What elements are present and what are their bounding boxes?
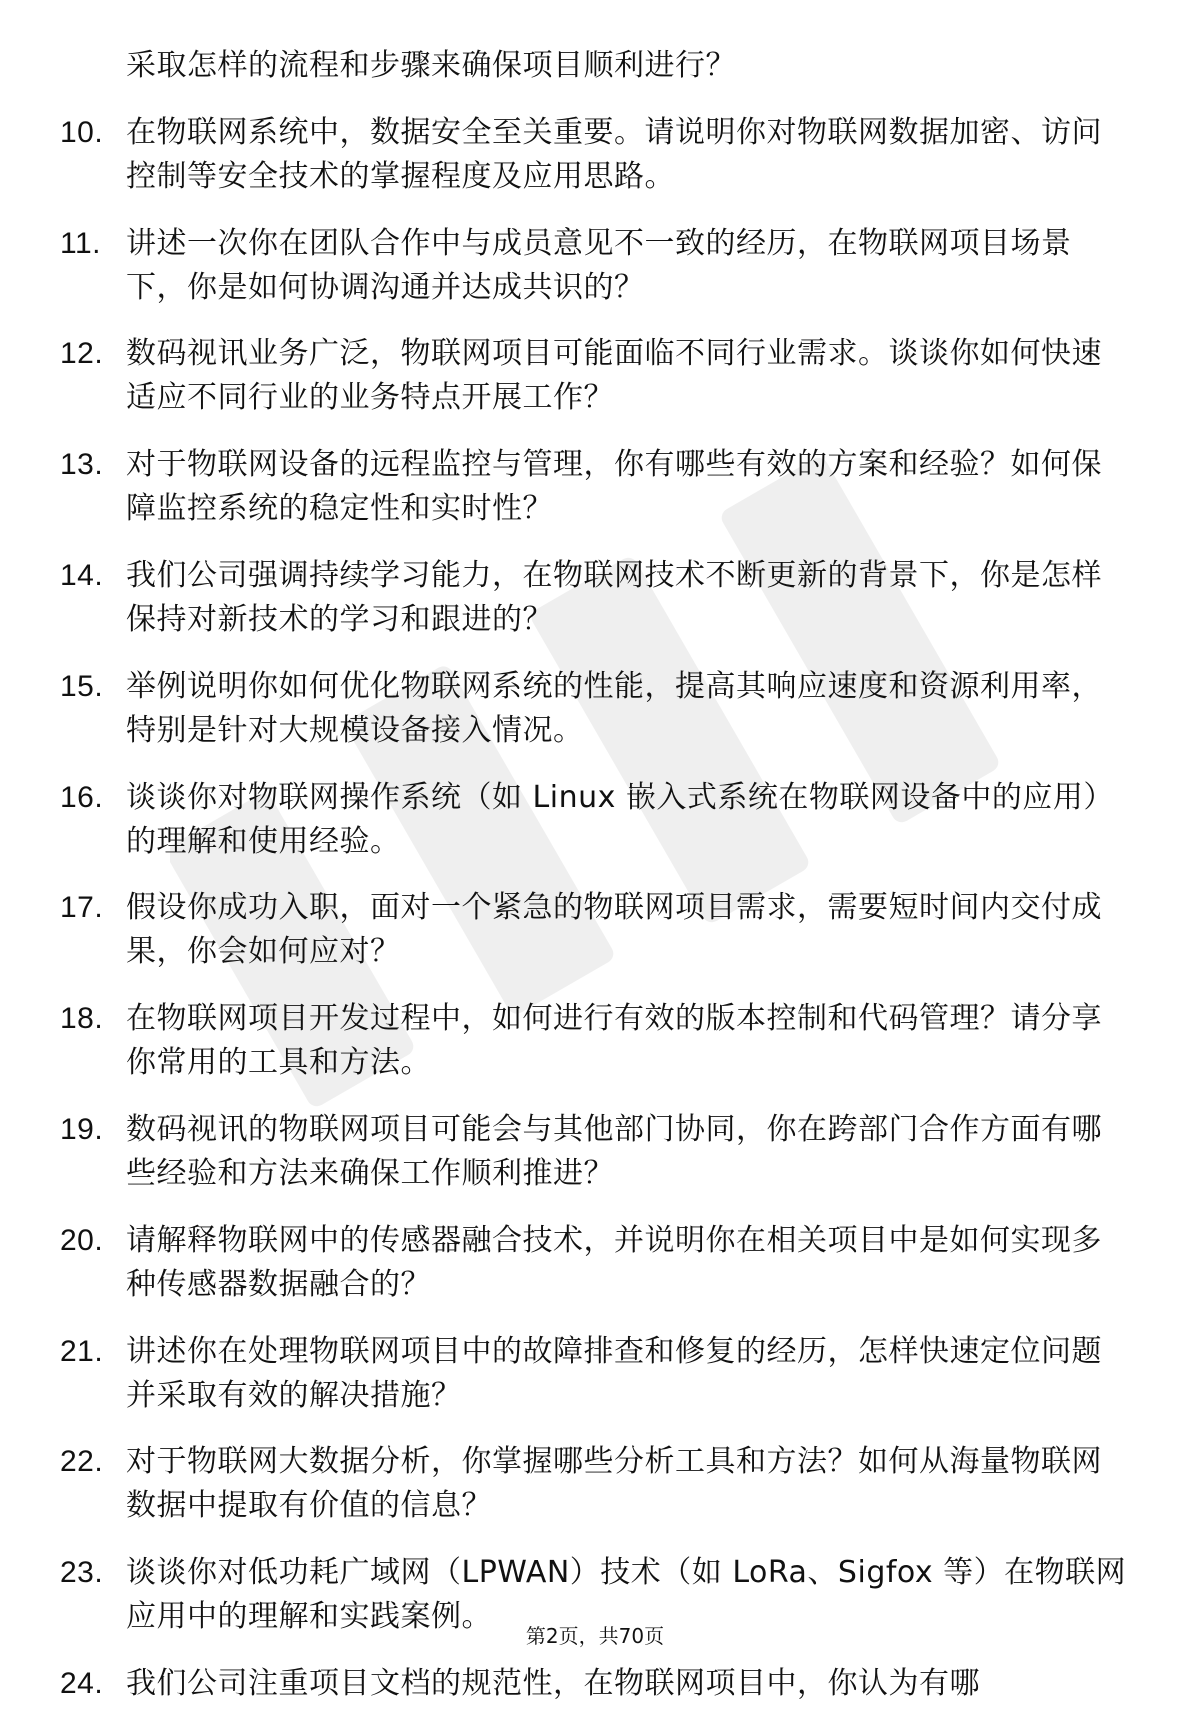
question-number: 10. [60,115,104,149]
question-number: 11. [60,226,101,260]
question-number: 21. [60,1334,104,1368]
question-number: 24. [60,1666,104,1700]
list-item-continuation [60,44,1130,88]
question-text: 请解释物联网中的传感器融合技术，并说明你在相关项目中是如何实现多种传感器数据融合的？ [126,1222,1102,1302]
question-text: 数码视讯业务广泛，物联网项目可能面临不同行业需求。谈谈你如何快速适应不同行业的业务特点开展工作？ [126,336,1102,416]
page-footer: 第2页，共70页 [525,1624,665,1648]
list-item [60,997,1130,1085]
question-number: 22. [60,1445,104,1479]
list-item [60,1440,1130,1528]
list-item [60,554,1130,642]
question-text: 谈谈你对物联网操作系统（如 Linux 嵌入式系统在物联网设备中的应用）的理解和使用经验。 [126,779,1114,859]
question-text: 讲述你在处理物联网项目中的故障排查和修复的经历，怎样快速定位问题并采取有效的解决措施？ [126,1333,1102,1413]
question-text: 在物联网项目开发过程中，如何进行有效的版本控制和代码管理？请分享你常用的工具和方法。 [126,1001,1102,1081]
question-number: 12. [60,337,104,371]
list-item [60,443,1130,531]
question-text: 我们公司注重项目文档的规范性，在物联网项目中，你认为有哪 [126,1665,980,1701]
list-item [60,886,1130,974]
list-item [60,1330,1130,1418]
list-item [60,776,1130,864]
list-item [60,332,1130,420]
question-number: 18. [60,1002,104,1036]
list-item [60,665,1130,753]
question-text: 数码视讯的物联网项目可能会与其他部门协同，你在跨部门合作方面有哪些经验和方法来确保工作顺利推进？ [126,1111,1102,1191]
question-number: 14. [60,558,104,592]
list-item [60,111,1130,199]
question-text: 采取怎样的流程和步骤来确保项目顺利进行？ [126,48,736,83]
question-text: 谈谈你对低功耗广域网（LPWAN）技术（如 LoRa、Sigfox 等）在物联网应用中的理解和实践案例。 [126,1555,1127,1635]
question-text: 假设你成功入职，面对一个紧急的物联网项目需求，需要短时间内交付成果，你会如何应对？ [126,890,1102,970]
question-number: 16. [60,780,104,814]
list-item [60,222,1130,310]
question-number: 19. [60,1112,104,1146]
question-text: 在物联网系统中，数据安全至关重要。请说明你对物联网数据加密、访问控制等安全技术的掌握程度及应用思路。 [126,114,1102,194]
question-number: 17. [60,891,104,925]
question-number: 20. [60,1223,104,1257]
question-text: 对于物联网设备的远程监控与管理，你有哪些有效的方案和经验？如何保障监控系统的稳定性和实时性？ [126,447,1102,527]
question-number: 15. [60,669,104,703]
question-text: 对于物联网大数据分析，你掌握哪些分析工具和方法？如何从海量物联网数据中提取有价值的信息？ [126,1444,1102,1524]
question-list [60,44,1130,1729]
list-item [60,1108,1130,1196]
question-text: 讲述一次你在团队合作中与成员意见不一致的经历，在物联网项目场景下，你是如何协调沟通并达成共识的？ [126,225,1072,305]
question-text: 举例说明你如何优化物联网系统的性能，提高其响应速度和资源利用率，特别是针对大规模设备接入情况。 [126,668,1102,748]
question-number: 13. [60,448,104,482]
list-item [60,1219,1130,1307]
question-number: 23. [60,1556,104,1590]
question-text: 我们公司强调持续学习能力，在物联网技术不断更新的背景下，你是怎样保持对新技术的学习和跟进的？ [126,557,1102,637]
